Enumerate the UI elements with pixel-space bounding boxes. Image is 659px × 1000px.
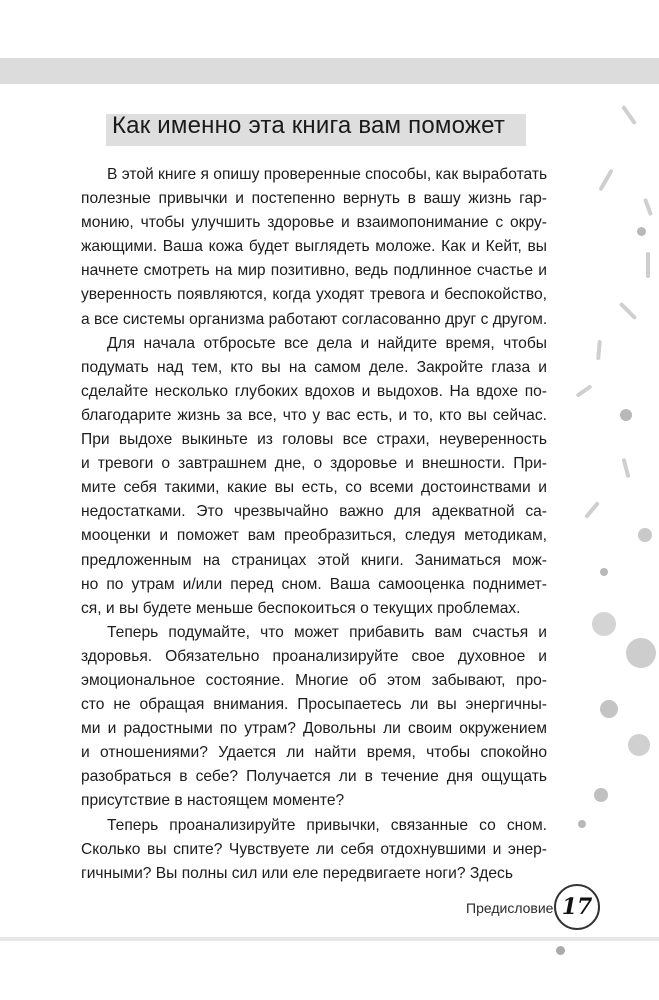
text-line: монию, чтобы улучшить здоровье и взаимопонимание с окру- (81, 214, 547, 232)
decorative-dot (626, 638, 656, 668)
text-line: подумать над тем, кто вы на самом деле. Закройте глаза и (81, 358, 547, 376)
text-line: мите себя такими, какие вы есть, со всеми достоинствами и (81, 479, 547, 497)
text-line: разобраться в себе? Получается ли в течение дня ощущать (81, 768, 547, 786)
text-line: ся, и вы будете меньше беспокоиться о текущих проблемах. (81, 599, 521, 617)
decorative-dot (556, 946, 565, 955)
body-text (81, 163, 547, 886)
decorative-stroke (584, 501, 600, 519)
decorative-dot (600, 568, 608, 576)
decorative-stroke (575, 384, 592, 398)
text-line: сделайте несколько глубоких вдохов и выдохов. На вдохе по- (81, 382, 547, 400)
text-line: ми и радостными по утрам? Довольны ли своим окружением (81, 720, 547, 738)
text-line: мооценки и поможет вам преобразиться, следуя методикам, (81, 527, 547, 545)
decorative-dot (637, 227, 646, 236)
text-line: Теперь подумайте, что может прибавить вам счастья и (107, 623, 547, 641)
decorative-stroke (646, 252, 650, 278)
text-line: но по утрам и/или перед сном. Ваша самооценка поднимет- (81, 575, 547, 593)
text-line: присутствие в настоящем моменте? (81, 792, 345, 810)
decorative-stroke (598, 169, 613, 192)
text-line: В этой книге я опишу проверенные способы, как выработать (107, 166, 547, 183)
page-number: 17 (561, 894, 593, 920)
decorative-dot (638, 528, 652, 542)
decorative-stroke (621, 105, 637, 125)
decorative-dot (592, 612, 616, 636)
text-line: а все системы организма работают согласованно друг с другом. (81, 310, 547, 328)
text-line: начнете смотреть на мир позитивно, ведь подлинное счастье и (81, 262, 547, 280)
text-line: сто не обращая внимания. Просыпаетесь ли вы энергичны- (81, 696, 547, 714)
decorative-dot (628, 734, 650, 756)
decorative-stroke (596, 340, 602, 360)
text-line: и отношениями? Удается ли найти время, чтобы спокойно (81, 744, 547, 762)
decorative-stroke (621, 458, 630, 478)
top-decorative-band (0, 58, 659, 84)
text-line: При выдохе выкиньте из головы все страхи, неуверенность (81, 431, 547, 449)
decorative-dot (600, 700, 618, 718)
text-line: эмоциональное состояние. Многие об этом забывают, про- (81, 671, 547, 689)
decorative-dot (594, 788, 608, 802)
text-line: Для начала отбросьте все дела и найдите время, чтобы (107, 334, 547, 352)
text-line: и тревоги о завтрашнем дне, о здоровье и внешности. При- (81, 455, 547, 473)
text-line: здоровья. Обязательно проанализируйте свое духовное и (81, 647, 547, 665)
text-line: Теперь проанализируйте привычки, связанные со сном. (107, 816, 547, 834)
text-line: предложенным на страницах этой книги. Заниматься мож- (81, 551, 547, 569)
decorative-dot (578, 820, 586, 828)
bottom-decorative-band (0, 937, 659, 941)
text-line: благодарите жизнь за все, что у вас есть, и то, кто вы сейчас. (81, 406, 547, 424)
text-line: жающими. Ваша кожа будет выглядеть моложе. Как и Кейт, вы (81, 238, 547, 256)
footer-section-label: Предисловие (466, 900, 554, 916)
decorative-stroke (643, 198, 653, 216)
text-line: гичными? Вы полны сил или еле передвигаете ноги? Здесь (81, 864, 513, 882)
section-heading: Как именно эта книга вам поможет (112, 112, 506, 139)
text-line: полезные привычки и постепенно вернуть в вашу жизнь гар- (81, 190, 547, 208)
text-line: уверенность появляются, когда уходят тревога и беспокойство, (81, 286, 547, 304)
decorative-stroke (619, 302, 637, 320)
decorative-dot (620, 409, 632, 421)
text-line: Сколько вы спите? Чувствуете ли себя отдохнувшими и энер- (81, 840, 547, 858)
text-line: недостатками. Это чрезвычайно важно для адекватной са- (81, 503, 547, 521)
